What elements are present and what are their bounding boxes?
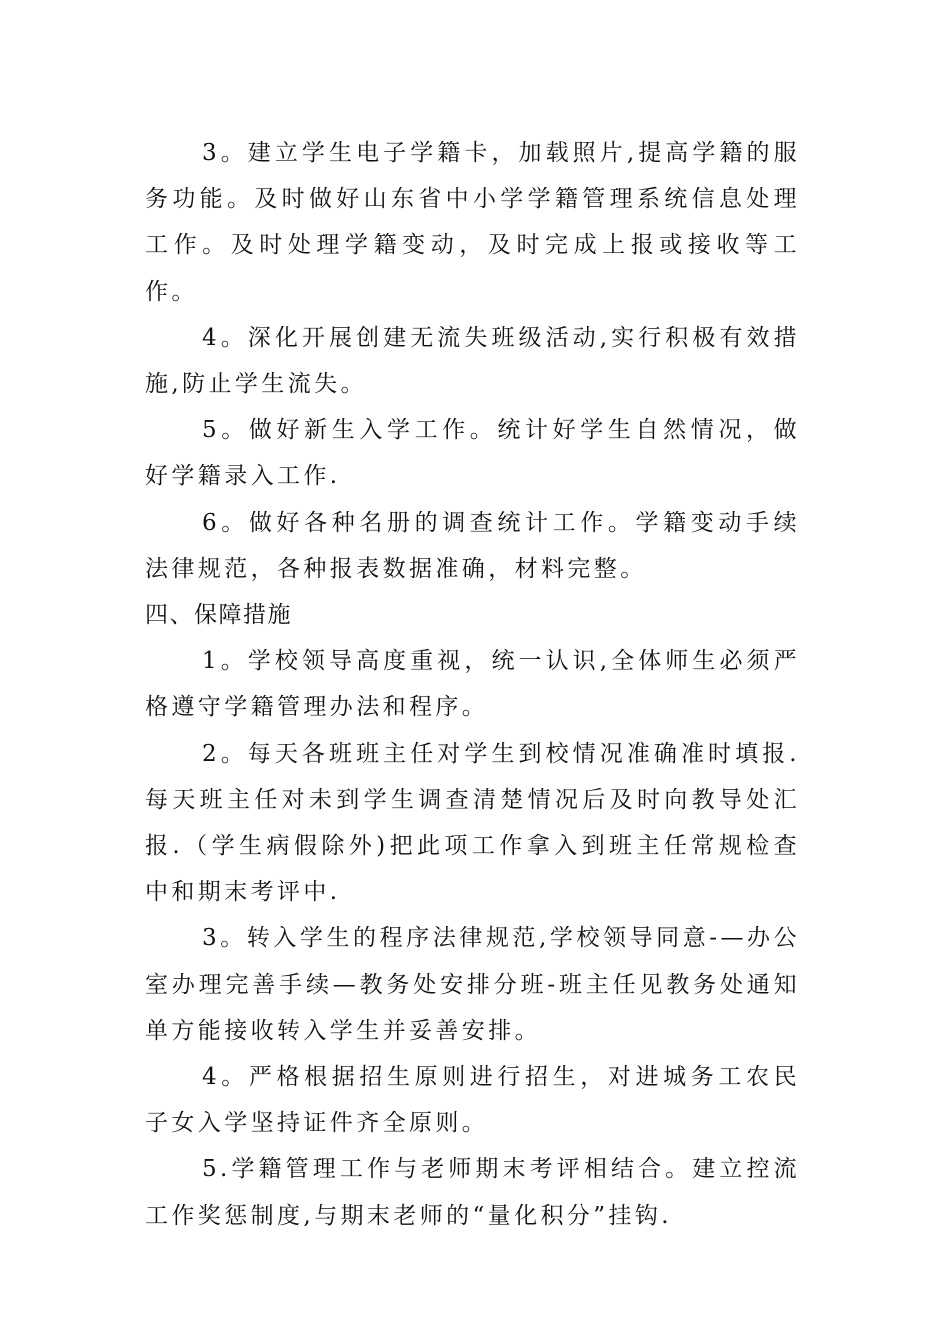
paragraph-item-3: 3。建立学生电子学籍卡，加载照片,提高学籍的服务功能。及时做好山东省中小学学籍管理系统信息处理工作。及时处理学籍变动，及时完成上报或接收等工作。 (145, 140, 800, 305)
measure-item-4: 4。严格根据招生原则进行招生，对进城务工农民子女入学坚持证件齐全原则。 (145, 1064, 800, 1137)
measure-item-5: 5.学籍管理工作与老师期末考评相结合。建立控流工作奖惩制度,与期末老师的“量化积分”挂钩. (145, 1156, 800, 1229)
section-heading: 四、保障措施 (145, 602, 292, 629)
measure-item-2: 2。每天各班班主任对学生到校情况准确准时填报.每天班主任对未到学生调查清楚情况后及时向教导处汇报.（学生病假除外)把此项工作拿入到班主任常规检查中和期末考评中. (145, 740, 800, 906)
measure-item-3: 3。转入学生的程序法律规范,学校领导同意-—办公室办理完善手续—教务处安排分班-班主任见教务处通知单方能接收转入学生并妥善安排。 (145, 925, 800, 1044)
paragraph-item-6: 6。做好各种名册的调查统计工作。学籍变动手续法律规范，各种报表数据准确，材料完整。 (145, 509, 800, 582)
paragraph-item-5: 5。做好新生入学工作。统计好学生自然情况，做好学籍录入工作. (145, 417, 800, 490)
document-body (145, 130, 800, 1239)
measure-item-1: 1。学校领导高度重视，统一认识,全体师生必须严格遵守学籍管理办法和程序。 (145, 648, 800, 721)
paragraph-item-4: 4。深化开展创建无流失班级活动,实行积极有效措施,防止学生流失。 (145, 324, 800, 398)
